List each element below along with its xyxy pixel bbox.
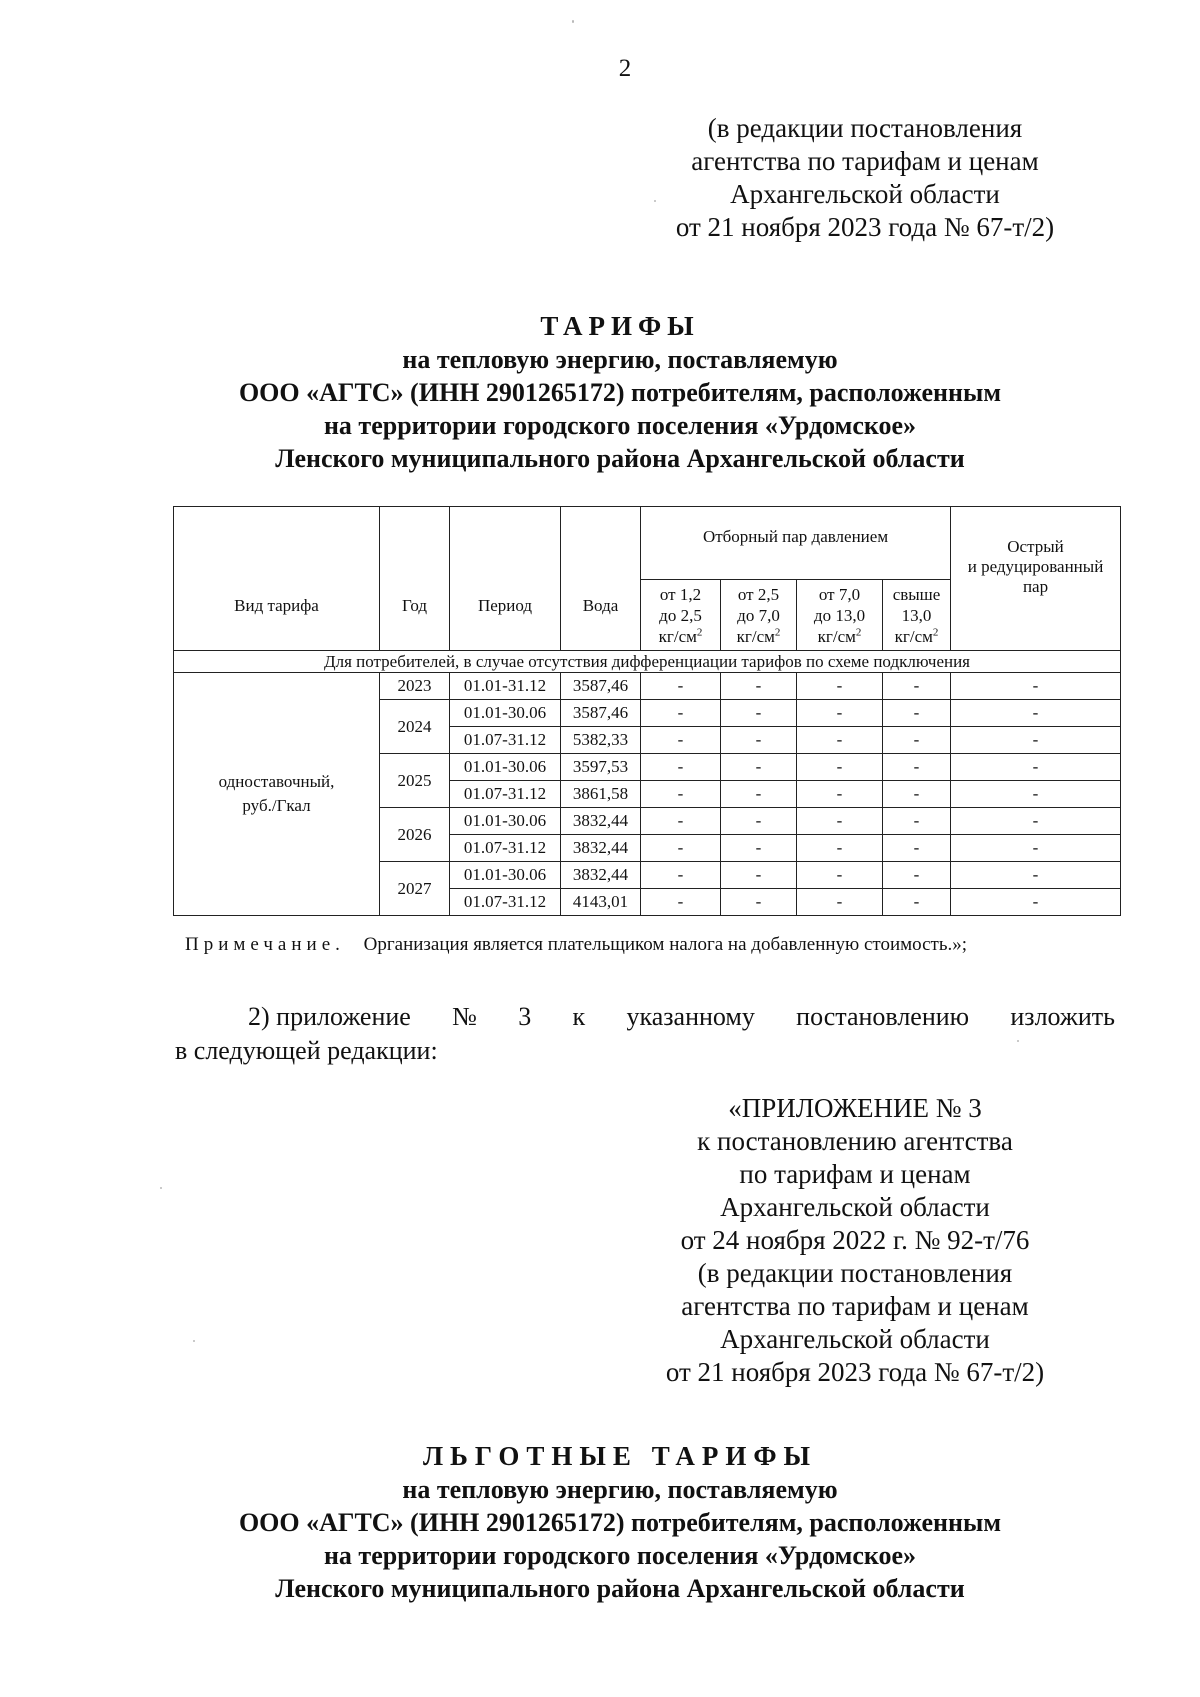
- header-acute-line: Острый: [1007, 537, 1064, 556]
- steam-cell: -: [641, 889, 721, 916]
- steam-cell: -: [797, 673, 883, 700]
- title-line: Ленского муниципального района Архангельской области: [275, 444, 965, 473]
- appendix-note-line: агентства по тарифам и ценам: [681, 1291, 1029, 1321]
- paragraph-word: №: [452, 1002, 477, 1031]
- steam-cell: -: [641, 781, 721, 808]
- header-year: Год: [380, 507, 450, 651]
- header-line: свыше: [892, 584, 941, 604]
- appendix-note-line: по тарифам и ценам: [739, 1159, 971, 1189]
- steam-cell: -: [797, 862, 883, 889]
- acute-cell: -: [951, 835, 1121, 862]
- year-cell: 2026: [380, 808, 450, 862]
- header-steam-2-5-7: [721, 580, 797, 651]
- appendix-note-line: от 24 ноября 2022 г. № 92-т/76: [680, 1225, 1030, 1255]
- header-unit: $кг/см^2$: [736, 625, 781, 646]
- title-line: на территории городского поселения «Урдомское»: [323, 411, 917, 440]
- title-line: на тепловую энергию, поставляемую: [402, 345, 838, 374]
- header-note-line: агентства по тарифам и ценам: [691, 146, 1039, 176]
- period-cell: 01.07-31.12: [450, 727, 561, 754]
- steam-cell: -: [883, 889, 951, 916]
- table-section-label: Для потребителей, в случае отсутствия дифференциации тарифов по схеме подключения: [174, 651, 1121, 673]
- acute-cell: -: [951, 754, 1121, 781]
- paragraph-line: [175, 1000, 1115, 1034]
- water-cell: 5382,33: [561, 727, 641, 754]
- header-line: до 13,0: [813, 605, 866, 625]
- header-unit: $кг/см^2$: [658, 625, 703, 646]
- steam-cell: -: [641, 700, 721, 727]
- steam-cell: -: [641, 673, 721, 700]
- year-cell: 2027: [380, 862, 450, 916]
- header-line: до 2,5: [659, 605, 702, 625]
- header-line: от 1,2: [659, 584, 702, 604]
- steam-cell: -: [797, 889, 883, 916]
- steam-cell: -: [797, 754, 883, 781]
- steam-cell: -: [883, 835, 951, 862]
- year-cell: 2023: [380, 673, 450, 700]
- steam-cell: -: [641, 754, 721, 781]
- year-cell: 2024: [380, 700, 450, 754]
- title-line: на территории городского поселения «Урдомское»: [323, 1541, 917, 1570]
- note-label: Примечание.: [185, 934, 345, 955]
- steam-cell: -: [797, 835, 883, 862]
- acute-cell: -: [951, 727, 1121, 754]
- header-unit: $кг/см^2$: [817, 625, 862, 646]
- steam-cell: -: [883, 808, 951, 835]
- header-note-line: от 21 ноября 2023 года № 67-т/2): [675, 212, 1055, 242]
- header-line: от 7,0: [818, 584, 861, 604]
- steam-cell: -: [797, 808, 883, 835]
- appendix-note-line: «ПРИЛОЖЕНИЕ № 3: [728, 1093, 982, 1123]
- header-line: 13,0: [901, 605, 932, 625]
- steam-cell: -: [721, 700, 797, 727]
- paragraph-word: 2) приложение: [248, 1002, 411, 1031]
- page-number: 2: [618, 55, 632, 82]
- table-row: [174, 673, 1121, 700]
- steam-cell: -: [721, 754, 797, 781]
- period-cell: 01.01-30.06: [450, 808, 561, 835]
- header-steam-over-13: [883, 580, 951, 651]
- appendix-note-line: от 21 ноября 2023 года № 67-т/2): [665, 1357, 1045, 1387]
- steam-cell: -: [883, 754, 951, 781]
- header-line: от 2,5: [737, 584, 780, 604]
- scan-speck: [193, 1340, 195, 1342]
- water-cell: 3832,44: [561, 835, 641, 862]
- steam-cell: -: [797, 727, 883, 754]
- preferential-tariffs-title-main: ЛЬГОТНЫЕ ТАРИФЫ: [422, 1441, 818, 1471]
- scan-speck: [572, 20, 574, 23]
- acute-cell: -: [951, 862, 1121, 889]
- header-steam-group: Отборный пар давлением: [641, 507, 951, 580]
- header-steam-7-13: [797, 580, 883, 651]
- scan-speck: [160, 1187, 162, 1189]
- acute-cell: -: [951, 781, 1121, 808]
- header-water: Вода: [561, 507, 641, 651]
- tariff-kind-cell: [174, 673, 380, 916]
- acute-cell: -: [951, 700, 1121, 727]
- water-cell: 3832,44: [561, 862, 641, 889]
- period-cell: 01.07-31.12: [450, 781, 561, 808]
- header-period: Период: [450, 507, 561, 651]
- steam-cell: -: [721, 889, 797, 916]
- steam-cell: -: [721, 862, 797, 889]
- steam-cell: -: [883, 781, 951, 808]
- period-cell: 01.07-31.12: [450, 835, 561, 862]
- header-unit: $кг/см^2$: [894, 625, 939, 646]
- period-cell: 01.01-31.12: [450, 673, 561, 700]
- paragraph-line: в следующей редакции:: [175, 1036, 438, 1065]
- paragraph-word: указанному: [626, 1002, 755, 1031]
- steam-cell: -: [883, 727, 951, 754]
- note-text: Организация является плательщиком налога на добавленную стоимость.»;: [363, 934, 968, 955]
- header-note-line: Архангельской области: [730, 179, 1000, 209]
- tariff-kind-line: руб./Гкал: [242, 796, 311, 815]
- steam-cell: -: [641, 808, 721, 835]
- period-cell: 01.01-30.06: [450, 862, 561, 889]
- steam-cell: -: [721, 673, 797, 700]
- scan-speck: [1017, 1040, 1019, 1042]
- appendix-note: [640, 1092, 1070, 1389]
- title-line: ООО «АГТС» (ИНН 2901265172) потребителям, расположенным: [238, 378, 1002, 407]
- period-cell: 01.01-30.06: [450, 754, 561, 781]
- header-acute-steam: [951, 507, 1121, 651]
- header-steam-1-2-5: [641, 580, 721, 651]
- acute-cell: -: [951, 673, 1121, 700]
- appendix-note-line: к постановлению агентства: [697, 1126, 1013, 1156]
- appendix-note-line: (в редакции постановления: [697, 1258, 1013, 1288]
- tariffs-table: [173, 506, 1121, 916]
- table-note: [185, 934, 967, 956]
- header-note-line: (в редакции постановления: [707, 113, 1023, 143]
- steam-cell: -: [721, 835, 797, 862]
- steam-cell: -: [721, 781, 797, 808]
- period-cell: 01.07-31.12: [450, 889, 561, 916]
- steam-cell: -: [721, 727, 797, 754]
- steam-cell: -: [641, 835, 721, 862]
- tariffs-title: [150, 310, 1090, 475]
- tariff-kind-line: одноставочный,: [218, 772, 335, 791]
- steam-cell: -: [797, 700, 883, 727]
- preferential-tariffs-title: [150, 1440, 1090, 1605]
- steam-cell: -: [721, 808, 797, 835]
- title-line: Ленского муниципального района Архангельской области: [275, 1574, 965, 1603]
- header-tariff-kind: Вид тарифа: [174, 507, 380, 651]
- acute-cell: -: [951, 889, 1121, 916]
- paragraph-word: изложить: [1010, 1002, 1115, 1031]
- paragraph-word: 3: [518, 1002, 532, 1031]
- steam-cell: -: [883, 862, 951, 889]
- water-cell: 3587,46: [561, 673, 641, 700]
- title-line: на тепловую энергию, поставляемую: [402, 1475, 838, 1504]
- water-cell: 3832,44: [561, 808, 641, 835]
- paragraph-word: постановлению: [796, 1002, 970, 1031]
- appendix-note-line: Архангельской области: [720, 1324, 990, 1354]
- appendix-note-line: Архангельской области: [720, 1192, 990, 1222]
- steam-cell: -: [883, 673, 951, 700]
- scan-speck: [654, 200, 656, 202]
- header-acute-line: и редуцированный: [967, 557, 1104, 576]
- steam-cell: -: [641, 727, 721, 754]
- title-line: ООО «АГТС» (ИНН 2901265172) потребителям, расположенным: [238, 1508, 1002, 1537]
- amendment-paragraph: [175, 1000, 1115, 1068]
- period-cell: 01.01-30.06: [450, 700, 561, 727]
- header-edition-note: [660, 112, 1070, 244]
- steam-cell: -: [883, 700, 951, 727]
- water-cell: 3597,53: [561, 754, 641, 781]
- paragraph-word: к: [572, 1002, 586, 1031]
- water-cell: 3861,58: [561, 781, 641, 808]
- steam-cell: -: [641, 862, 721, 889]
- tariffs-title-main: ТАРИФЫ: [540, 311, 700, 341]
- water-cell: 4143,01: [561, 889, 641, 916]
- header-acute-line: пар: [1022, 577, 1049, 596]
- header-line: до 7,0: [737, 605, 780, 625]
- water-cell: 3587,46: [561, 700, 641, 727]
- acute-cell: -: [951, 808, 1121, 835]
- year-cell: 2025: [380, 754, 450, 808]
- steam-cell: -: [797, 781, 883, 808]
